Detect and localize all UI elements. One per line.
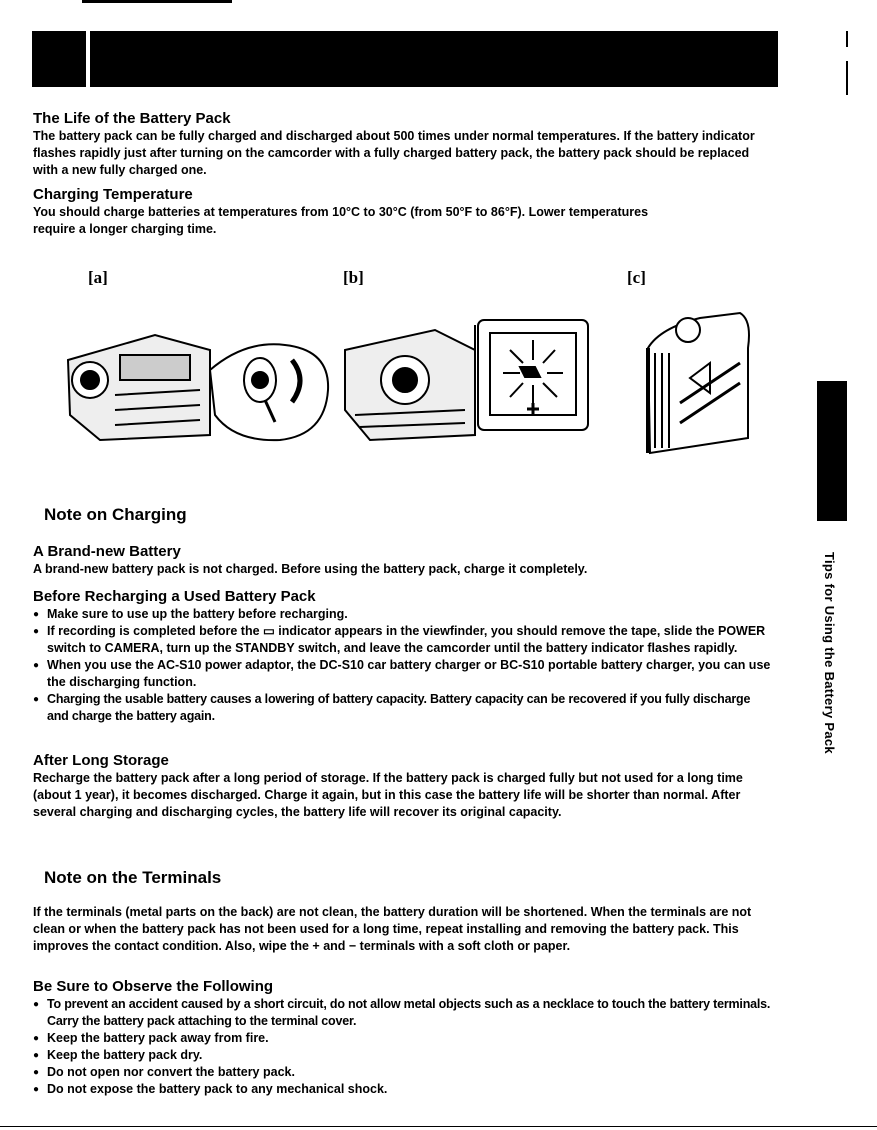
section-terminals [33, 904, 773, 955]
observe-heading: Be Sure to Observe the Following [33, 978, 274, 995]
after-storage-text: Recharge the battery pack after a long period of storage. If the battery pack is charged fully but not used for a long time (about 1 year), it becomes discharged. Charge it again, but in this case the battery life will be shorter than normal. After several charging and discharging cycles, the battery life will recover its original capacity. [33, 771, 743, 819]
section-observe [33, 978, 773, 1098]
bottom-rule [0, 1126, 877, 1127]
edge-mark-bottom [846, 61, 848, 95]
section-brand-new-battery [33, 543, 773, 578]
list-item: ● Make sure to use up the battery before recharging. [33, 606, 773, 623]
list-item: ● Keep the battery pack dry. [33, 1047, 773, 1064]
terminals-text: If the terminals (metal parts on the back) are not clean, the battery duration will be shortened. When the terminals are not clean or when the battery pack has not been used for a long time, repeat installing and removing the battery pack. This improves the contact condition. Also, wipe the + and − terminals with a soft cloth or paper. [33, 905, 752, 953]
before-recharging-heading: Before Recharging a Used Battery Pack [33, 588, 316, 605]
section-before-recharging [33, 588, 773, 725]
observe-list [33, 996, 773, 1098]
note-charging-heading: Note on Charging [44, 505, 187, 524]
note-terminals-heading: Note on the Terminals [44, 868, 222, 887]
note-terminals-title [44, 868, 221, 888]
battery-life-text: The battery pack can be fully charged and discharged about 500 times under normal temperatures. If the battery indicator flashes rapidly just after turning on the camcorder with a fully charged battery pack, the battery pack should be replaced with a new fully charged one. [33, 129, 755, 177]
side-tab-marker [817, 381, 847, 521]
after-storage-heading: After Long Storage [33, 752, 169, 769]
edge-mark-top [846, 31, 848, 47]
title-banner [32, 31, 778, 87]
header-rule [82, 0, 232, 3]
section-charging-temperature [33, 186, 673, 238]
list-item: ● To prevent an accident caused by a short circuit, do not allow metal objects such as a necklace to touch the battery terminals. Carry the battery pack attaching to the terminal cover. [33, 996, 773, 1030]
figure-label-a: [a] [88, 268, 108, 287]
charging-temperature-heading: Charging Temperature [33, 186, 193, 203]
note-charging-title [44, 505, 187, 525]
list-item: ● Keep the battery pack away from fire. [33, 1030, 773, 1047]
section-battery-life [33, 110, 773, 179]
figure-c-battery-pack-illustration [640, 308, 760, 456]
list-item: ● When you use the AC-S10 power adaptor, the DC-S10 car battery charger or BC-S10 portable battery charger, you can use the discharging function. [33, 657, 773, 691]
list-item: ● If recording is completed before the ▭ indicator appears in the viewfinder, you should remove the tape, slide the POWER switch to CAMERA, turn up the STANDBY switch, and leave the camcorder until the battery indicator flashes rapidly. [33, 623, 773, 657]
figure-label-c: [c] [627, 268, 646, 287]
list-item: ● Do not expose the battery pack to any mechanical shock. [33, 1081, 773, 1098]
section-after-long-storage [33, 752, 773, 821]
side-tab-label: Tips for Using the Battery Pack [822, 552, 837, 754]
list-item: ● Charging the usable battery causes a lowering of battery capacity. Battery capacity can be recovered if you fully discharge and charge the battery again. [33, 691, 773, 725]
before-recharging-list [33, 606, 773, 725]
figure-a-camcorder-illustration [60, 320, 340, 450]
battery-life-heading: The Life of the Battery Pack [33, 110, 231, 127]
figure-b-viewfinder-illustration [335, 315, 595, 450]
figure-label-b: [b] [343, 268, 364, 287]
list-item: ● Do not open nor convert the battery pack. [33, 1064, 773, 1081]
title-banner-divider [86, 31, 90, 87]
charging-temperature-text: You should charge batteries at temperatures from 10°C to 30°C (from 50°F to 86°F). Lower temperatures require a longer charging time. [33, 205, 649, 236]
brand-new-heading: A Brand-new Battery [33, 543, 181, 560]
brand-new-text: A brand-new battery pack is not charged. Before using the battery pack, charge it completely. [33, 562, 588, 576]
